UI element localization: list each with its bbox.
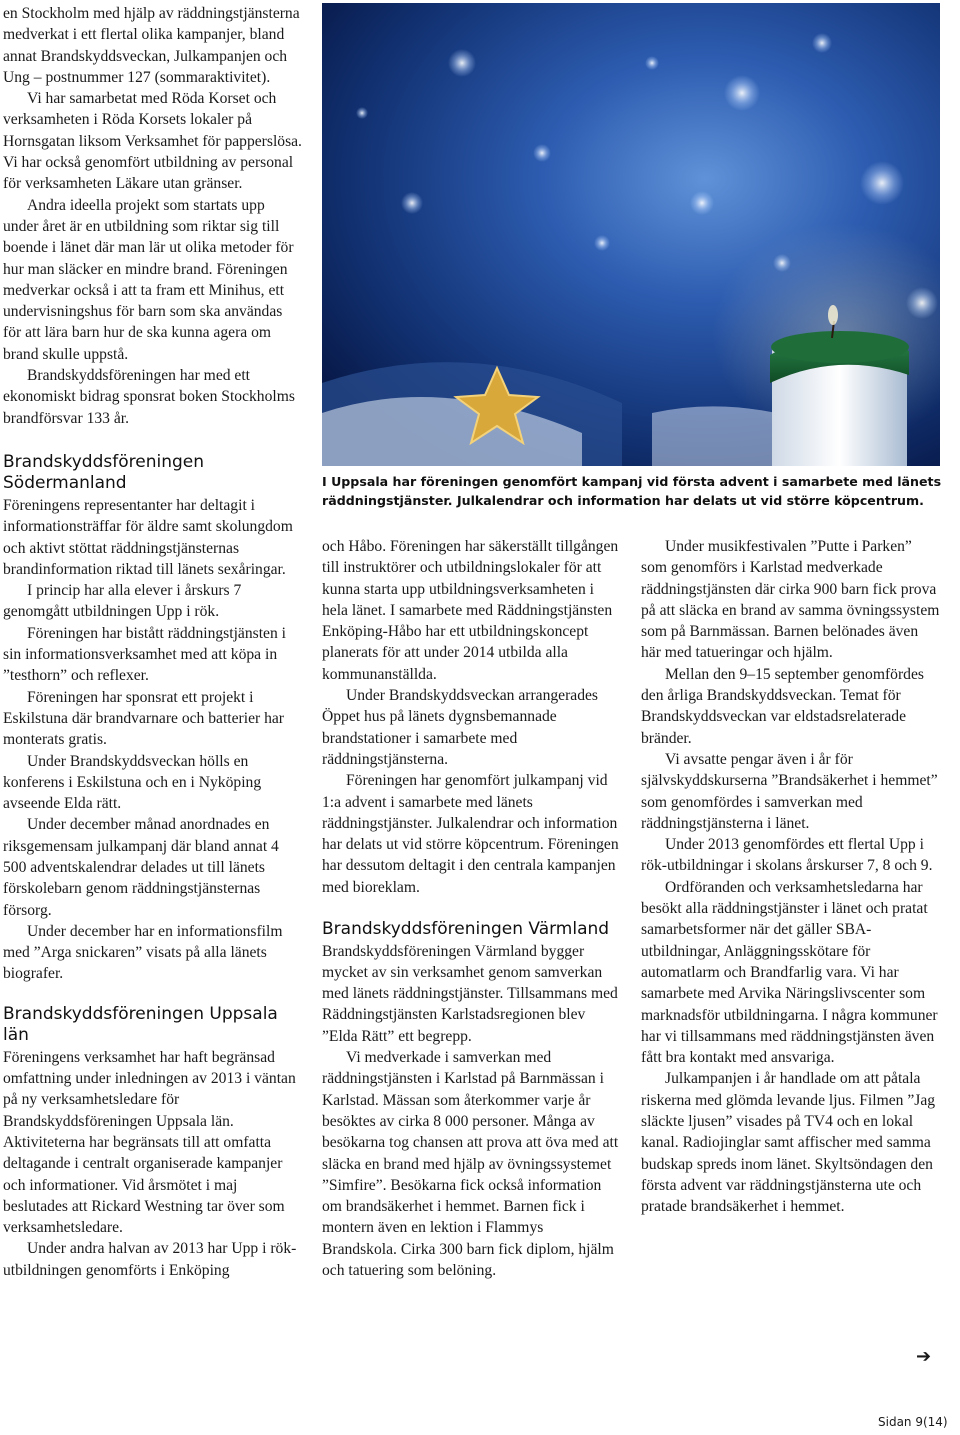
- column-middle: [322, 536, 622, 1281]
- body-paragraph: Under musikfestivalen ”Putte i Parken” som genomförs i Karlstad medverkade räddningstjänsten där cirka 900 barn fick prova på att släcka en brand av samma övningssystem som på Barnmässan. Barnen belönades även här med tatueringar och hjälm.: [641, 538, 940, 662]
- body-paragraph: Andra ideella projekt som startats upp under året är en utbildning som riktar sig till boende i länet där man lär ut olika metoder för hur man släcker en mindre brand. Föreningen medverkar också i att ta fram ett Minihus, ett undervisningshus för barn som ska användas för att lära barn hur de ska kunna agera om brand skulle uppstå.: [3, 196, 294, 363]
- body-paragraph: en Stockholm med hjälp av räddningstjänsterna medverkat i ett flertal olika kampanjer, bland annat Brandskyddsveckan, Julkampanjen och Ung – postnummer 127 (sommaraktivitet).: [3, 5, 300, 86]
- photo-caption: I Uppsala har föreningen genomfört kampanj vid första advent i samarbete med länets räddningstjänster. Julkalendrar och information har delats ut vid större köpcentrum.: [322, 474, 942, 508]
- body-paragraph: och Håbo. Föreningen har säkerställt tillgången till instruktörer och utbildningslokaler för att kunna starta upp utbildningsverksamheten i hela länet. I samarbete med Räddningstjänsten Enköping-Håbo har ett utbildningskoncept planerats för att under 2014 utbilda alla kommunanställda.: [322, 538, 619, 683]
- section-heading-varmland: Brandskyddsföreningen Värmland: [322, 919, 610, 940]
- body-paragraph: Under Brandskyddsveckan hölls en konferens i Eskilstuna och en i Nyköping avseende Elda rätt.: [3, 752, 262, 813]
- section-heading-uppsala: Brandskyddsföreningen Uppsala län: [3, 1003, 278, 1046]
- body-paragraph: Under december månad anordnades en riksgemensam julkampanj där bland annat 4 500 adventskalendrar delades ut till länets förskolebarn genom räddningstjänsternas försorg.: [3, 816, 279, 919]
- body-paragraph: Vi avsatte pengar även i år för självskyddskurserna ”Brandsäkerhet i hemmet” som genomfördes i samverkan med räddningstjänsterna i länet.: [641, 750, 938, 832]
- body-paragraph: Vi har samarbetat med Röda Korset och verksamheten i Röda Korsets lokaler på Hornsgatan liksom Verksamhet för papperslösa. Vi har också genomfört utbildning av personal för verksamheten Läkare utan gränser.: [3, 90, 302, 193]
- page-number: Sidan 9(14): [878, 1415, 948, 1429]
- body-paragraph: Föreningen har genomfört julkampanj vid 1:a advent i samarbete med länets räddningstjänster. Julkalendrar och information har delats ut vid större köpcentrum. Föreningen har dessutom deltagit i den centrala kampanjen med bioreklam.: [322, 772, 619, 896]
- body-paragraph: Mellan den 9–15 september genomfördes den årliga Brandskyddsveckan. Temat för Brandskyddsveckan var eldstadsrelaterade bränder.: [641, 665, 924, 747]
- body-paragraph: Föreningens representanter har deltagit i informationsträffar för äldre samt skolungdom och aktivt stöttat räddningstjänsternas brandinformation riktad till länets sexåringar.: [3, 496, 293, 578]
- advent-candle-photo: [322, 3, 940, 466]
- body-paragraph: Under december har en informationsfilm med ”Arga snickaren” visats på alla länets biografer.: [3, 922, 283, 983]
- column-right: [641, 536, 941, 1218]
- column-left: [3, 3, 303, 1281]
- body-paragraph: Brandskyddsföreningen Värmland bygger mycket av sin verksamhet genom samverkan med länets räddningstjänster. Tillsammans med Räddningstjänsten Karlstadsregionen blev ”Elda Rätt” ett begrepp.: [322, 942, 618, 1045]
- body-paragraph: Föreningen har sponsrat ett projekt i Eskilstuna där brandvarnare och batterier har monterats gratis.: [3, 688, 284, 749]
- body-paragraph: Vi medverkade i samverkan med räddningstjänsten i Karlstad på Barnmässan i Karlstad. Mässan som återkommer varje år besöktes av cirka 8 000 personer. Många av besökarna tog chansen att prova att öva med att släcka en brand med hjälp av övningssystemet ”Simfire”. Besökarna fick också information om brandsäkerhet i hemmet. Barnen fick i montern även en lektion i Flammys Brandskola. Cirka 300 barn fick diplom, hjälm och tatuering som belöning.: [322, 1049, 619, 1279]
- body-paragraph: Julkampanjen i år handlade om att påtala riskerna med glömda levande ljus. Filmen ”Jag släckte ljusen” visades på TV4 och en lokal kanal. Radiojinglar samt affischer med samma budskap spreds inom länet. Skyltsöndagen den första advent var räddningstjänsterna ute och pratade brandsäkerhet i hemmet.: [641, 1070, 936, 1216]
- body-paragraph: Föreningens verksamhet har haft begränsad omfattning under inledningen av 2013 i väntan på ny verksamhetsledare för Brandskyddsföreningen Uppsala län. Aktiviteterna har begränsats till att omfatta deltagande i centralt organiserade kampanjer och informationer. Vid årsmötet i maj beslutades att Rickard Westning tar över som verksamhetsledare.: [3, 1048, 296, 1237]
- body-paragraph: Under 2013 genomfördes ett flertal Upp i rök-utbildningar i skolans årskurser 7, 8 och 9.: [641, 836, 933, 875]
- body-paragraph: I princip har alla elever i årskurs 7 genomgått utbildningen Upp i rök.: [3, 582, 242, 621]
- body-paragraph: Under andra halvan av 2013 har Upp i rök-utbildningen genomförts i Enköping: [3, 1240, 297, 1279]
- body-paragraph: Ordföranden och verksamhetsledarna har besökt alla räddningstjänster i länet och pratat samarbetsformer när det gäller SBA-utbildningar, Anläggningsskötare för automatlarm och Brandfarlig vara. Vi har samarbete med Arvika Näringslivscenter som marknadsför utbildningarna. I några kommuner har vi tillsammans med räddningstjänsten även fått bra kontakt med ansvariga.: [641, 878, 938, 1067]
- body-paragraph: Föreningen har bistått räddningstjänsten i sin informationsverksamhet med att köpa in ”testhorn” och reflexer.: [3, 624, 286, 685]
- body-paragraph: Brandskyddsföreningen har med ett ekonomiskt bidrag sponsrat boken Stockholms brandförsvar 133 år.: [3, 367, 295, 427]
- section-heading-sodermanland: Brandskyddsföreningen Södermanland: [3, 451, 204, 494]
- body-paragraph: Under Brandskyddsveckan arrangerades Öppet hus på länets dygnsbemannade brandstationer i samarbete med räddningstjänsterna.: [322, 687, 598, 768]
- continue-arrow-icon: ➔: [916, 1346, 932, 1367]
